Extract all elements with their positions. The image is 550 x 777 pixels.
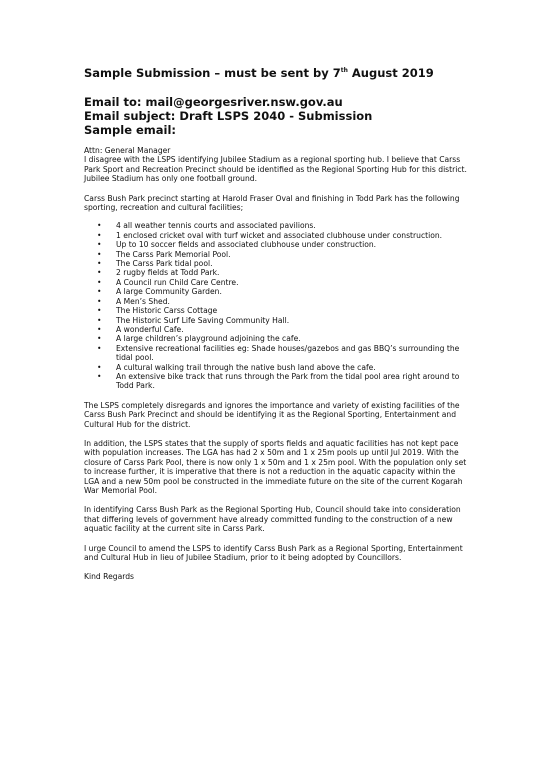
- bullet-icon: •: [97, 296, 102, 306]
- facility-list-item: [84, 297, 469, 306]
- paragraph-disagree: I disagree with the LSPS identifying Jubilee Stadium as a regional sporting hub. I believe that Carss Park Sport and Recreation Precinct should be identified as the Regional Sporting Hub for this district.: [84, 155, 467, 174]
- facility-list-item: [84, 344, 469, 363]
- paragraph-precinct: Carss Bush Park precinct starting at Harold Fraser Oval and finishing in Todd Park has the following sporting, recreation and cultural facilities;: [84, 193, 460, 213]
- bullet-icon: •: [97, 362, 102, 372]
- facility-list-item: [84, 316, 469, 325]
- facility-text: Up to 10 soccer fields and associated clubhouse under construction.: [116, 240, 377, 250]
- facility-list-item: [84, 325, 469, 334]
- bullet-icon: •: [97, 315, 102, 325]
- email-to-line: Email to: mail@georgesriver.nsw.gov.au: [84, 95, 343, 109]
- paragraph-aquatic: In addition, the LSPS states that the supply of sports fields and aquatic facilities has not kept pace with population increases. The LGA has had 2 x 50m and 1 x 25m pools up until Jul 2019. With the closure of Carss Park Pool, there is now only 1 x 50m and 1 x 25m pool. With the population only set to increase further, it is imperative that there is not a reduction in the aquatic capacity within the LGA and a new 50m pool be constructed in the immediate future on the site of the current Kogarah War Memorial Pool.: [84, 438, 467, 495]
- facility-list-item: [84, 259, 469, 268]
- bullet-icon: •: [97, 343, 102, 353]
- bullet-icon: •: [97, 249, 102, 259]
- facility-text: A Men’s Shed.: [116, 296, 170, 306]
- bullet-icon: •: [97, 221, 102, 231]
- bullet-icon: •: [97, 306, 102, 316]
- facility-text: The Carss Park tidal pool.: [116, 259, 213, 269]
- bullet-icon: •: [97, 371, 102, 381]
- bullet-icon: •: [97, 324, 102, 334]
- facility-list-item: [84, 268, 469, 277]
- facility-list-item: [84, 287, 469, 296]
- facility-text: A large Community Garden.: [116, 287, 222, 297]
- title-suffix: August 2019: [347, 66, 434, 80]
- facility-text: An extensive bike track that runs through the Park from the tidal pool area right around to Todd Park.: [116, 371, 460, 391]
- facility-list-item: [84, 372, 469, 391]
- facility-list-item: [84, 231, 469, 240]
- facility-text: The Historic Carss Cottage: [116, 306, 218, 316]
- facility-text: A Council run Child Care Centre.: [116, 277, 239, 287]
- facility-text: 2 rugby fields at Todd Park.: [116, 268, 220, 278]
- bullet-icon: •: [97, 240, 102, 250]
- facility-text: 1 enclosed cricket oval with turf wicket and associated clubhouse under construction.: [116, 230, 443, 240]
- title-prefix: Sample Submission – must be sent by 7: [84, 66, 341, 80]
- facility-list-item: [84, 334, 469, 343]
- email-instructions: [84, 95, 469, 137]
- letter-opening: [84, 146, 469, 184]
- facility-list-item: [84, 278, 469, 287]
- facility-text: The Carss Park Memorial Pool.: [116, 249, 231, 259]
- document-title: [84, 66, 469, 80]
- attention-line: Attn: General Manager: [84, 146, 171, 155]
- document-page: [84, 66, 469, 582]
- email-subject-line: Email subject: Draft LSPS 2040 - Submission: [84, 109, 373, 123]
- paragraph-jubilee: Jubilee Stadium has only one football ground.: [84, 174, 258, 184]
- facility-list-item: [84, 240, 469, 249]
- facility-text: A cultural walking trail through the native bush land above the cafe.: [116, 362, 376, 372]
- facility-text: The Historic Surf Life Saving Community Hall.: [116, 315, 290, 325]
- facilities-list: [84, 221, 469, 390]
- bullet-icon: •: [97, 334, 102, 344]
- bullet-icon: •: [97, 277, 102, 287]
- facility-text: A large children’s playground adjoining the cafe.: [116, 334, 301, 344]
- paragraph-funding: In identifying Carss Bush Park as the Regional Sporting Hub, Council should take into consideration that differing levels of government have already committed funding to the construction of a new aquatic facility at the current site in Carss Park.: [84, 505, 461, 534]
- bullet-icon: •: [97, 268, 102, 278]
- bullet-icon: •: [97, 230, 102, 240]
- closing-line: Kind Regards: [84, 572, 134, 582]
- bullet-icon: •: [97, 287, 102, 297]
- paragraph-urge: I urge Council to amend the LSPS to identify Carss Bush Park as a Regional Sporting, Entertainment and Cultural Hub in lieu of Jubilee Stadium, prior to it being adopted by Councillors.: [84, 543, 463, 563]
- title-superscript: th: [340, 67, 348, 74]
- facility-list-item: [84, 250, 469, 259]
- facility-list-item: [84, 306, 469, 315]
- bullet-icon: •: [97, 259, 102, 269]
- sample-email-heading: Sample email:: [84, 123, 177, 137]
- facility-list-item: [84, 221, 469, 230]
- facility-text: 4 all weather tennis courts and associated pavilions.: [116, 221, 316, 231]
- facility-list-item: [84, 363, 469, 372]
- facility-text: Extensive recreational facilities eg: Shade houses/gazebos and gas BBQ’s surrounding the tidal pool.: [116, 343, 460, 363]
- facility-text: A wonderful Cafe.: [116, 324, 184, 334]
- paragraph-disregards: The LSPS completely disregards and ignores the importance and variety of existing facilities of the Carss Bush Park Precinct and should be identifying it as the Regional Sporting, Entertainment and Cultural Hub for the district.: [84, 400, 460, 429]
